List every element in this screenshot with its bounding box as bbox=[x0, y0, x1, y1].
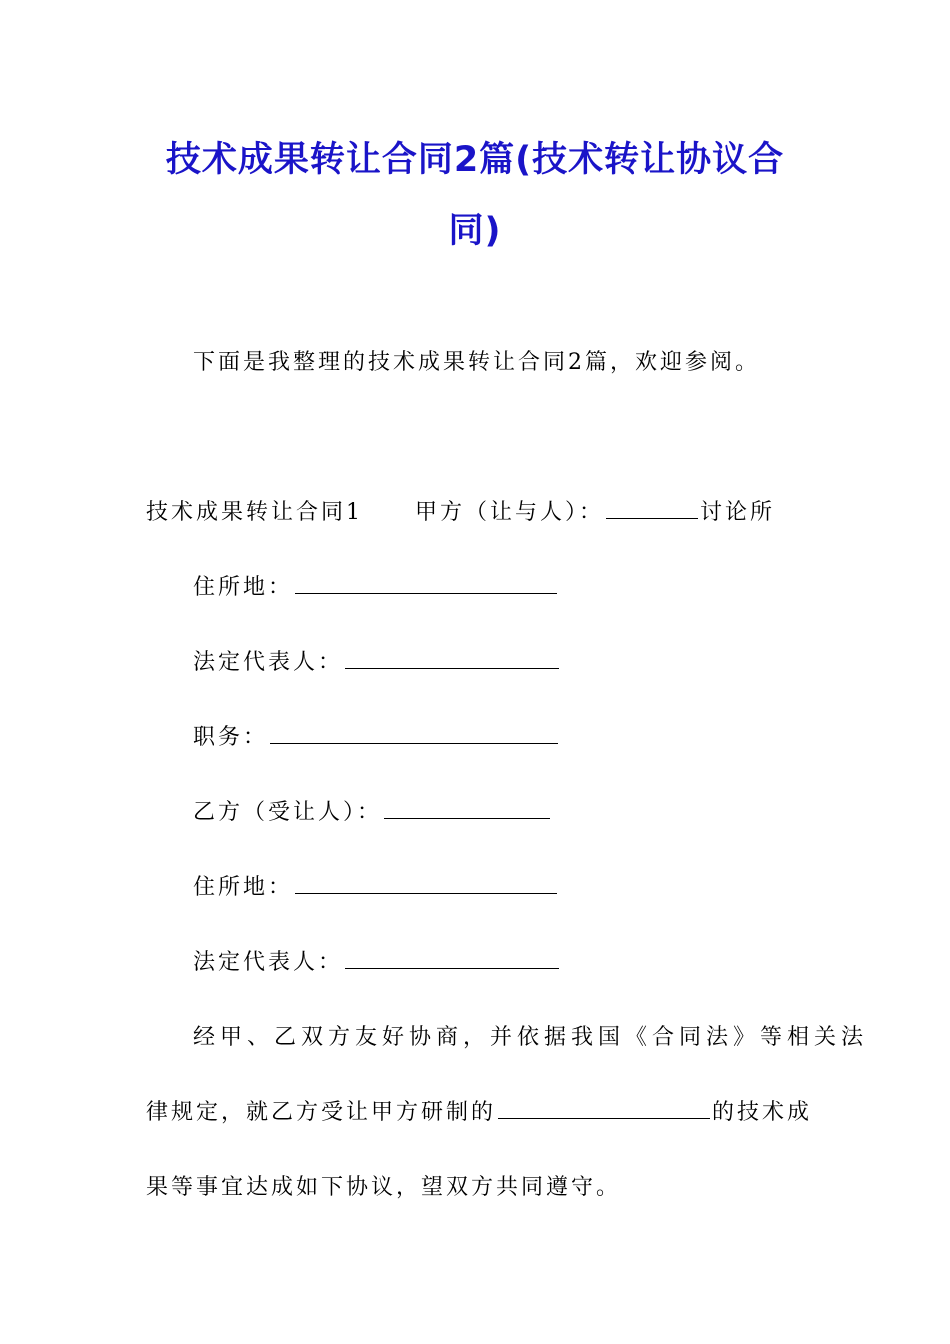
contract-heading-row bbox=[146, 495, 775, 526]
agreement-paragraph-line-2 bbox=[146, 1095, 812, 1126]
paragraph-suffix: 的技术成 bbox=[712, 1100, 813, 1125]
field-row bbox=[193, 645, 561, 676]
field-blank bbox=[270, 723, 558, 744]
field-label: 住所地： bbox=[193, 575, 294, 600]
field-blank bbox=[295, 873, 557, 894]
field-label: 住所地： bbox=[193, 875, 294, 900]
field-label: 法定代表人： bbox=[193, 650, 344, 675]
party-a-suffix: 讨论所 bbox=[700, 500, 776, 525]
intro-text: 下面是我整理的技术成果转让合同2篇，欢迎参阅。 bbox=[193, 350, 760, 375]
agreement-paragraph-line-3: 果等事宜达成如下协议，望双方共同遵守。 bbox=[146, 1175, 622, 1200]
field-label: 职务： bbox=[193, 725, 269, 750]
field-label: 法定代表人： bbox=[193, 950, 344, 975]
field-blank bbox=[345, 648, 559, 669]
field-blank bbox=[295, 573, 557, 594]
party-a-label: 甲方（让与人）： bbox=[415, 500, 605, 525]
field-row bbox=[193, 945, 561, 976]
technology-name-blank bbox=[498, 1098, 710, 1119]
field-row bbox=[193, 720, 560, 751]
agreement-paragraph-line-1: 经甲、乙双方友好协商，并依据我国《合同法》等相关法 bbox=[193, 1025, 869, 1050]
field-row bbox=[193, 570, 559, 601]
field-row bbox=[193, 795, 552, 826]
field-blank bbox=[345, 948, 559, 969]
document-title-line-2: 同) bbox=[448, 211, 502, 251]
document-title-line-1: 技术成果转让合同2篇(技术转让协议合 bbox=[165, 140, 785, 180]
party-a-blank bbox=[606, 498, 698, 519]
field-label: 乙方（受让人）： bbox=[193, 800, 383, 825]
field-blank bbox=[384, 798, 550, 819]
paragraph-prefix: 律规定，就乙方受让甲方研制的 bbox=[146, 1100, 497, 1125]
field-row bbox=[193, 870, 559, 901]
contract-heading: 技术成果转让合同1 bbox=[146, 500, 363, 525]
